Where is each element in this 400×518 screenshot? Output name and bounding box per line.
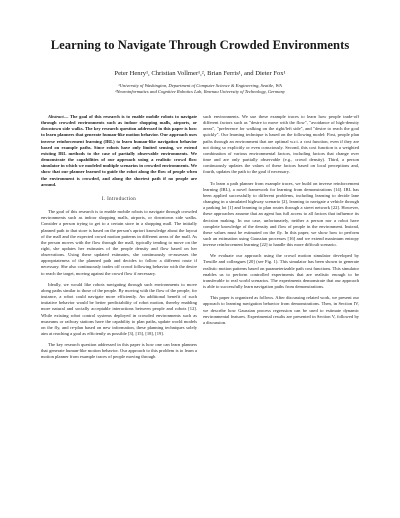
left-column: [41, 114, 197, 361]
right-column: [203, 114, 359, 326]
author-list: Peter Henry¹, Christian Vollmer¹,², Brian Ferris¹, and Dieter Fox¹: [114, 70, 286, 77]
intro-paragraph-3: The key research question addressed in this paper is how one can learn planners that generate human-like motion behavior. Our approach to this problem is to learn a motion planner from example traces of people moving through: [41, 342, 197, 360]
intro-paragraph-1: The goal of this research is to enable mobile robots to navigate through crowded environments such as indoor shopping malls, airports, or downtown side walks. Consider a person trying to get to a certain store in a shopping mall. The initially planned path to that store is based on the person's apriori knowledge about the layout of the mall and the expected crowd motion patterns in different areas of the mall. As the person moves with the flow through the mall, typically tending to move on the right, she updates her estimates of the people density and flow based on her observations. Using these updated estimates, she continuously re-assesses the appropriateness of the planned path and decides to follow a different route if necessary. She also continuously trades off crowd following behavior with the desire to reach the target, moving against the crowd flow if necessary.: [41, 209, 197, 276]
intro-paragraph-2: Ideally, we would like robots navigating through such environments to move along paths similar to those of the people. By moving with the flow of the people, for instance, a robot could navigate more efficiently. An additional benefit of such imitative behavior would be better predictability of robot motion, thereby enabling more natural and socially acceptable interactions between people and robots [12]. While existing robot control systems deployed in crowded environments such as museums or railway stations have the capability to plan paths, update world models on the fly, and re-plan based on new information, these planning techniques solely aim at reaching a goal as efficiently as possible [3], [15], [18], [19].: [41, 281, 197, 336]
affiliations: [0, 83, 400, 95]
affiliation-2: ²Neuroinformatics and Cognitive Robotics Lab, Ilmenau University of Technology, Germany: [115, 89, 285, 94]
paper-title: Learning to Navigate Through Crowded Environments: [50, 38, 350, 52]
abstract-lead: Abstract: [48, 114, 64, 119]
intro-paragraph-4: such environments. We use these example traces to learn how people trade-off different factors such as "desire to move with the flow", "avoidance of high-density areas", "preference for walking on the right/left side", and "desire to reach the goal quickly". Our learning technique is based on the following model: First, people plan paths through an environment that are optimal w.r.t. a cost function, even if they are not doing so explicitly or even consciously. Second, this cost function is a weighted combination of various environmental factors, including factors that change over time and are only partially observable (e.g., crowd density). Third, a person continuously updates the values of these factors based on local perceptions and, fourth, updates the path to the goal if necessary.: [203, 114, 359, 175]
abstract: [41, 114, 197, 188]
abstract-text: — The goal of this research is to enable mobile robots to navigate through crowded environments such as indoor shopping malls, airports, or downtown side walks. The key research question addressed in this paper is how to learn planners that generate human-like motion behavior. Our approach uses inverse reinforcement learning (IRL) to learn human-like navigation behavior based on example paths. Since robots have only limited sensing, we extend existing IRL methods to the case of partially observable environments. We demonstrate the capabilities of our approach using a realistic crowd flow simulator in which we modeled multiple scenarios in crowded environments. We show that our planner learned to guide the robot along the flow of people when the environment is crowded, and along the shortest path if no people are around.: [41, 114, 197, 187]
section-heading-introduction: I. Introduction: [101, 196, 137, 202]
intro-paragraph-7: This paper is organized as follows. After discussing related work, we present our approach to learning navigation behavior from demonstrations. Then, in Section IV, we describe how Gaussian process regression can be used to estimate dynamic environmental features. Experimental results are presented in Section V, followed by a discussion.: [203, 295, 359, 325]
affiliation-1: ¹University of Washington, Department of Computer Science & Engineering, Seattle, WA: [118, 83, 282, 88]
intro-paragraph-6: We evaluate our approach using the crowd motion simulator developed by Treuille and colleagues [20] (see Fig. 1). This simulator has been shown to generate realistic motion patterns based on parameterizable path cost functions. This simulator enables us to perform controlled experiments that are realistic enough to be transferable to real world scenarios. The experiments demonstrate that our approach is able to successfully learn navigation paths from demonstrations.: [203, 253, 359, 290]
intro-paragraph-5: To learn a path planner from example traces, we build on inverse reinforcement learning (IRL), a novel framework for learning from demonstrations [14]. IRL has been applied successfully to different problems, including learning to decide lane changing in a simulated highway scenario [2], learning to navigate a vehicle through a parking lot [1] and learning to plan routes through a street network [22]. However, these approaches assume that an agent has full access to all factors that influence its decision making. In our case, unfortunately, neither a person nor a robot have complete knowledge of the density and flow of people in the environment. Instead, these values must be estimated on the fly. In this paper, we show how to perform such an estimation using Gaussian processes [16] and we extend maximum entropy inverse reinforcement learning [22] to handle this more difficult scenario.: [203, 180, 359, 248]
